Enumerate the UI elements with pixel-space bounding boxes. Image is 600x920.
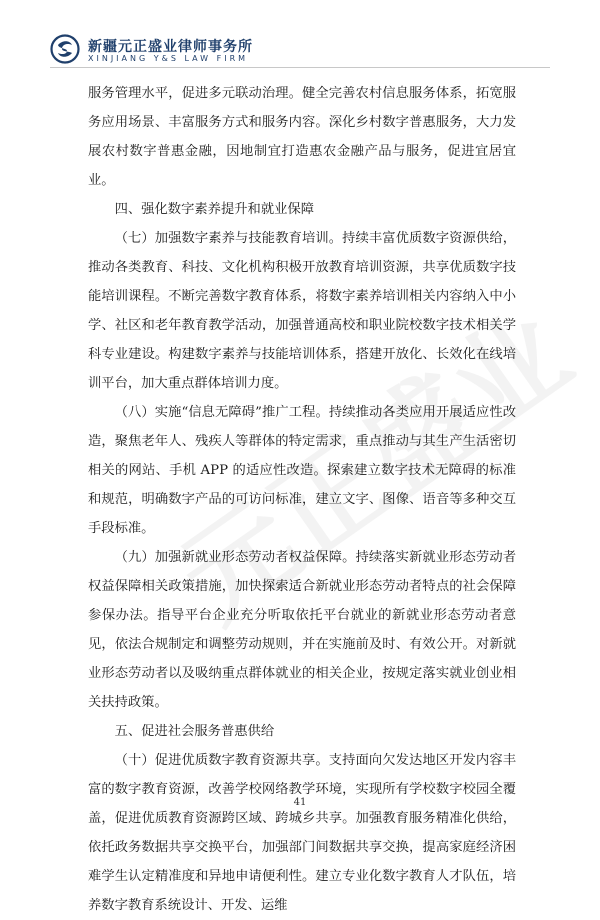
page-number: 41 bbox=[293, 797, 307, 808]
section-heading-5: 五、促进社会服务普惠供给 bbox=[114, 724, 275, 739]
section-heading-4: 四、强化数字素养提升和就业保障 bbox=[114, 202, 315, 217]
paragraph-rural-services: 服务管理水平，促进多元联动治理。健全完善农村信息服务体系，拓宽服务应用场景、丰富服务方式和服务内容。深化乡村数字普惠服务，大力发展农村数字普惠金融，因地制宜打造惠农金融产品与服务，促进宜居宜业。 bbox=[88, 86, 516, 188]
document-body bbox=[88, 79, 516, 920]
page-header bbox=[50, 34, 550, 68]
firm-name-en: XINJIANG Y&S LAW FIRM bbox=[88, 54, 249, 63]
header-divider bbox=[50, 67, 550, 68]
firm-logo-icon bbox=[50, 34, 80, 64]
paragraph-item-8: （八）实施“信息无障碍”推广工程。持续推动各类应用开展适应性改造，聚焦老年人、残疾人等群体的特定需求，重点推动与其生产生活密切相关的网站、手机 APP 的适应性改造。探索建立数字技术无障碍的标准和规范，明确数字产品的可访问标准，建立文字、图像、语音等多种交互手段标准。 bbox=[88, 405, 516, 536]
paragraph-item-10: （十）促进优质数字教育资源共享。支持面向欠发达地区开发内容丰富的数字教育资源，改善学校网络教学环境，实现所有学校数字校园全覆盖，促进优质教育资源跨区域、跨城乡共享。加强教育服务精准化供给，依托政务数据共享交换平台，加强部门间数据共享交换，提高家庭经济困难学生认定精准度和异地申请便利性。建立专业化数字教育人才队伍，培养数字教育系统设计、开发、运维 bbox=[88, 753, 516, 913]
paragraph-item-7: （七）加强数字素养与技能教育培训。持续丰富优质数字资源供给，推动各类教育、科技、文化机构积极开放教育培训资源，共享优质数字技能培训课程。不断完善数字教育体系，将数字素养培训相关内容纳入中小学、社区和老年教育教学活动，加强普通高校和职业院校数字技术相关学科专业建设。构建数字素养与技能培训体系，搭建开放化、长效化在线培训平台，加大重点群体培训力度。 bbox=[88, 231, 516, 391]
firm-name-cn: 新疆元正盛业律师事务所 bbox=[88, 39, 253, 55]
paragraph-item-9: （九）加强新就业形态劳动者权益保障。持续落实新就业形态劳动者权益保障相关政策措施，加快探索适合新就业形态劳动者特点的社会保障参保办法。指导平台企业充分听取依托平台就业的新就业形态劳动者意见，依法合规制定和调整劳动规则，并在实施前及时、有效公开。对新就业形态劳动者以及吸纳重点群体就业的相关企业，按规定落实就业创业相关扶持政策。 bbox=[88, 550, 516, 710]
